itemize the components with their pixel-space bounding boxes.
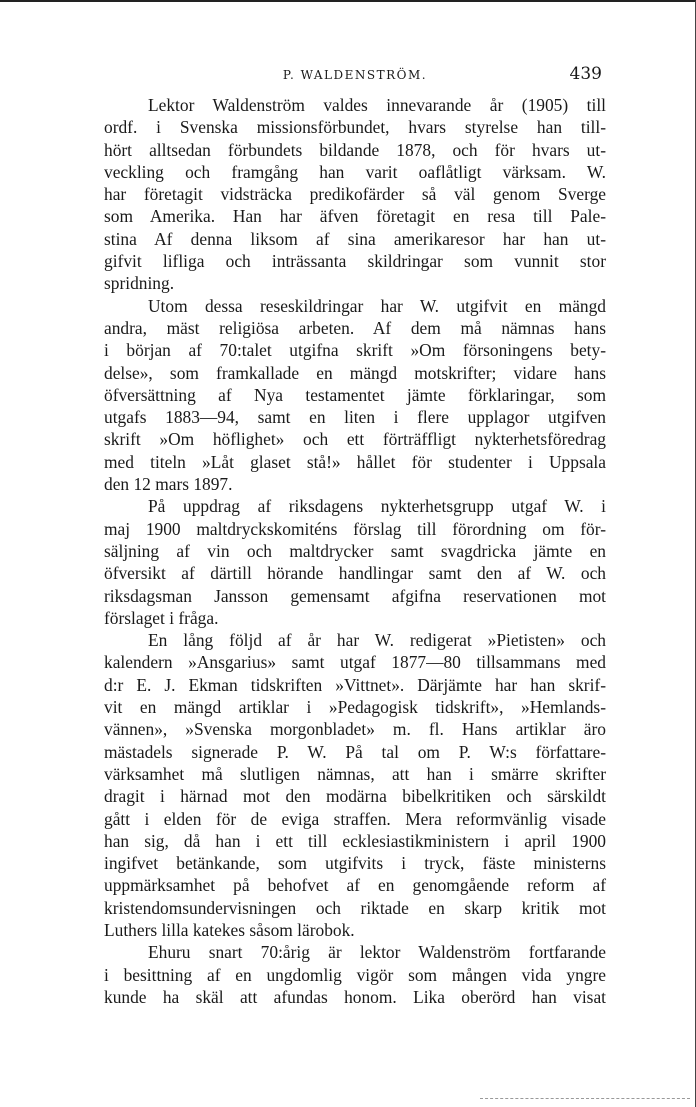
text-line: Lektor Waldenström valdes innevarande år (1905) till: [148, 95, 606, 115]
text-line: riksdagsman Jansson gemensamt afgifna reservationen mot: [104, 585, 606, 606]
text-line: spridning.: [104, 273, 175, 294]
text-line: öfversikt af därtill hörande handlingar samt den af W. och: [104, 563, 606, 584]
text-line: kristendomsundervisningen och riktade en skarp kritik mot: [104, 897, 606, 918]
text-line: i besittning af en ungdomlig vigör som mången vida yngre: [104, 964, 606, 985]
text-line: gått i elden för de eviga straffen. Mera reformvänlig visade: [104, 808, 606, 829]
text-line: dragit i härnad mot den modärna bibelkritiken och särskildt: [104, 786, 606, 807]
text-line: han sig, då han i ett till ecklesiastikministern i april 1900: [104, 830, 606, 851]
page-header: [104, 64, 606, 86]
text-line: öfversättning af Nya testamentet jämte förklaringar, som: [104, 384, 606, 405]
text-line: andra, mäst religiösa arbeten. Af dem må nämnas hans: [104, 317, 606, 338]
text-line: uppmärksamhet på behofvet af en genomgående reform af: [104, 875, 606, 896]
text-line: som Amerika. Han har äfven företagit en resa till Pale-: [104, 206, 606, 227]
text-line: vännen», »Svenska morgonbladet» m. fl. Hans artiklar äro: [104, 719, 606, 740]
text-line: gifvit lifliga och inträssanta skildringar som vunnit stor: [104, 251, 606, 272]
text-line: med titeln »Låt glaset stå!» hållet för studenter i Uppsala: [104, 451, 606, 472]
text-line: kunde ha skäl att afundas honom. Lika oberörd han visat: [104, 986, 606, 1007]
text-line: har företagit vidsträcka predikofärder så väl genom Sverge: [104, 184, 606, 205]
text-line: veckling och framgång han varit oaflåtligt värksam. W.: [104, 161, 606, 182]
text-line: i början af 70:talet utgifna skrift »Om försoningens bety-: [104, 340, 606, 361]
text-line: säljning af vin och maltdrycker samt svagdricka jämte en: [104, 540, 606, 561]
text-line: Utom dessa reseskildringar har W. utgifvit en mängd: [148, 295, 606, 316]
text-line: En lång följd af år har W. redigerat »Pietisten» och: [148, 630, 606, 651]
text-line: skrift »Om höflighet» och ett förträffligt nykterhetsföredrag: [104, 429, 606, 450]
text-line: mästadels signerade P. W. På tal om P. W:s författare-: [104, 741, 606, 762]
text-line: Luthers lilla katekes såsom lärobok.: [104, 919, 355, 940]
text-line: vit en mängd artiklar i »Pedagogisk tidskrift», »Hemlands-: [104, 697, 606, 718]
body-text: [104, 94, 606, 1008]
text-line: d:r E. J. Ekman tidskriften »Vittnet». Därjämte har han skrif-: [104, 674, 606, 695]
text-line: ingifvet betänkande, som utgifvits i tryck, fäste ministerns: [104, 853, 606, 874]
text-line: den 12 mars 1897.: [104, 474, 233, 495]
text-line: värksamhet må slutligen nämnas, att han i smärre skrifter: [104, 763, 606, 784]
text-line: delse», som framkallade en mängd motskrifter; vidare hans: [104, 362, 606, 383]
text-line: stina Af denna liksom af sina amerikaresor har han ut-: [104, 228, 606, 249]
text-line: hört alltsedan förbundets bildande 1878, och för hvars ut-: [104, 139, 606, 160]
text-line: På uppdrag af riksdagens nykterhetsgrupp utgaf W. i: [148, 496, 606, 517]
text-line: förslaget i fråga.: [104, 607, 219, 628]
text-line: utgafs 1883—94, samt en liten i flere upplagor utgifven: [104, 407, 606, 428]
running-head: P. WALDENSTRÖM.: [282, 68, 428, 82]
text-line: kalendern »Ansgarius» samt utgaf 1877—80 tillsammans med: [104, 652, 606, 673]
text-line: Ehuru snart 70:årig är lektor Waldenström fortfarande: [148, 942, 606, 963]
page-number: 439: [569, 64, 602, 84]
bottom-edge-rule: [480, 1098, 690, 1099]
text-line: ordf. i Svenska missionsförbundet, hvars styrelse han till-: [104, 117, 606, 138]
text-line: maj 1900 maltdryckskomiténs förslag till förordning om för-: [104, 518, 606, 539]
